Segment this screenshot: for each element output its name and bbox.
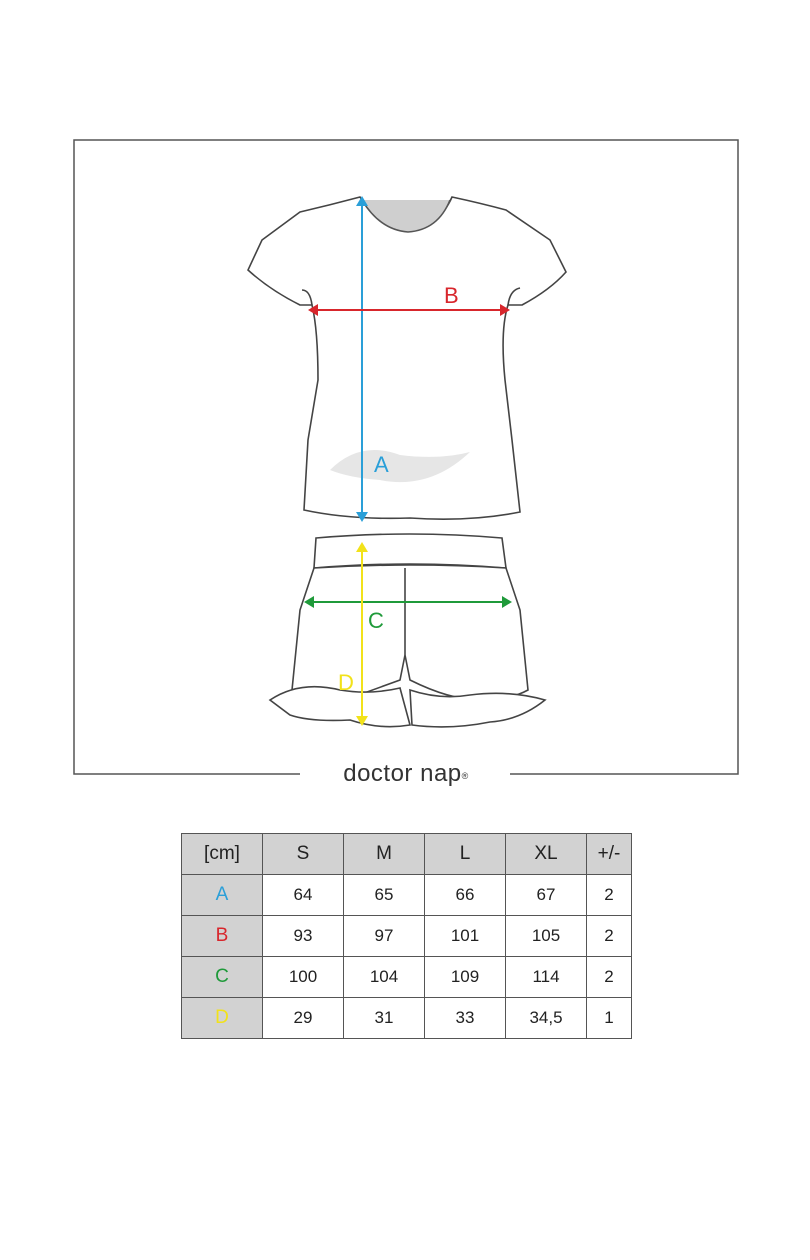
shorts-drawing <box>270 534 545 727</box>
table-cell: 34,5 <box>506 998 587 1039</box>
table-cell: 97 <box>344 916 425 957</box>
row-label-d: D <box>182 998 263 1039</box>
measure-a-label: A <box>374 452 389 477</box>
table-cell: 64 <box>263 875 344 916</box>
size-header-xl: XL <box>506 834 587 875</box>
table-cell: 67 <box>506 875 587 916</box>
row-label-a: A <box>182 875 263 916</box>
tolerance-header: +/- <box>587 834 632 875</box>
table-cell: 114 <box>506 957 587 998</box>
measure-b-label: B <box>444 283 459 308</box>
table-cell: 66 <box>425 875 506 916</box>
table-cell: 109 <box>425 957 506 998</box>
table-cell: 33 <box>425 998 506 1039</box>
table-cell: 100 <box>263 957 344 998</box>
table-cell: 29 <box>263 998 344 1039</box>
table-row <box>182 916 632 957</box>
size-header-m: M <box>344 834 425 875</box>
brand-logo <box>305 758 507 790</box>
table-header-row <box>182 834 632 875</box>
table-cell: 101 <box>425 916 506 957</box>
tolerance-cell: 2 <box>587 916 632 957</box>
table-cell: 104 <box>344 957 425 998</box>
table-cell: 93 <box>263 916 344 957</box>
unit-header: [cm] <box>182 834 263 875</box>
table-cell: 105 <box>506 916 587 957</box>
size-header-l: L <box>425 834 506 875</box>
size-header-s: S <box>263 834 344 875</box>
tolerance-cell: 1 <box>587 998 632 1039</box>
row-label-b: B <box>182 916 263 957</box>
measure-c-label: C <box>368 608 384 633</box>
table-row <box>182 875 632 916</box>
measure-d-label: D <box>338 670 354 695</box>
table-cell: 65 <box>344 875 425 916</box>
brand-name: doctor nap <box>343 760 462 787</box>
table-row <box>182 998 632 1039</box>
tolerance-cell: 2 <box>587 875 632 916</box>
size-table <box>181 833 632 1039</box>
row-label-c: C <box>182 957 263 998</box>
registered-mark: ® <box>461 771 469 781</box>
tolerance-cell: 2 <box>587 957 632 998</box>
table-row <box>182 957 632 998</box>
table-cell: 31 <box>344 998 425 1039</box>
